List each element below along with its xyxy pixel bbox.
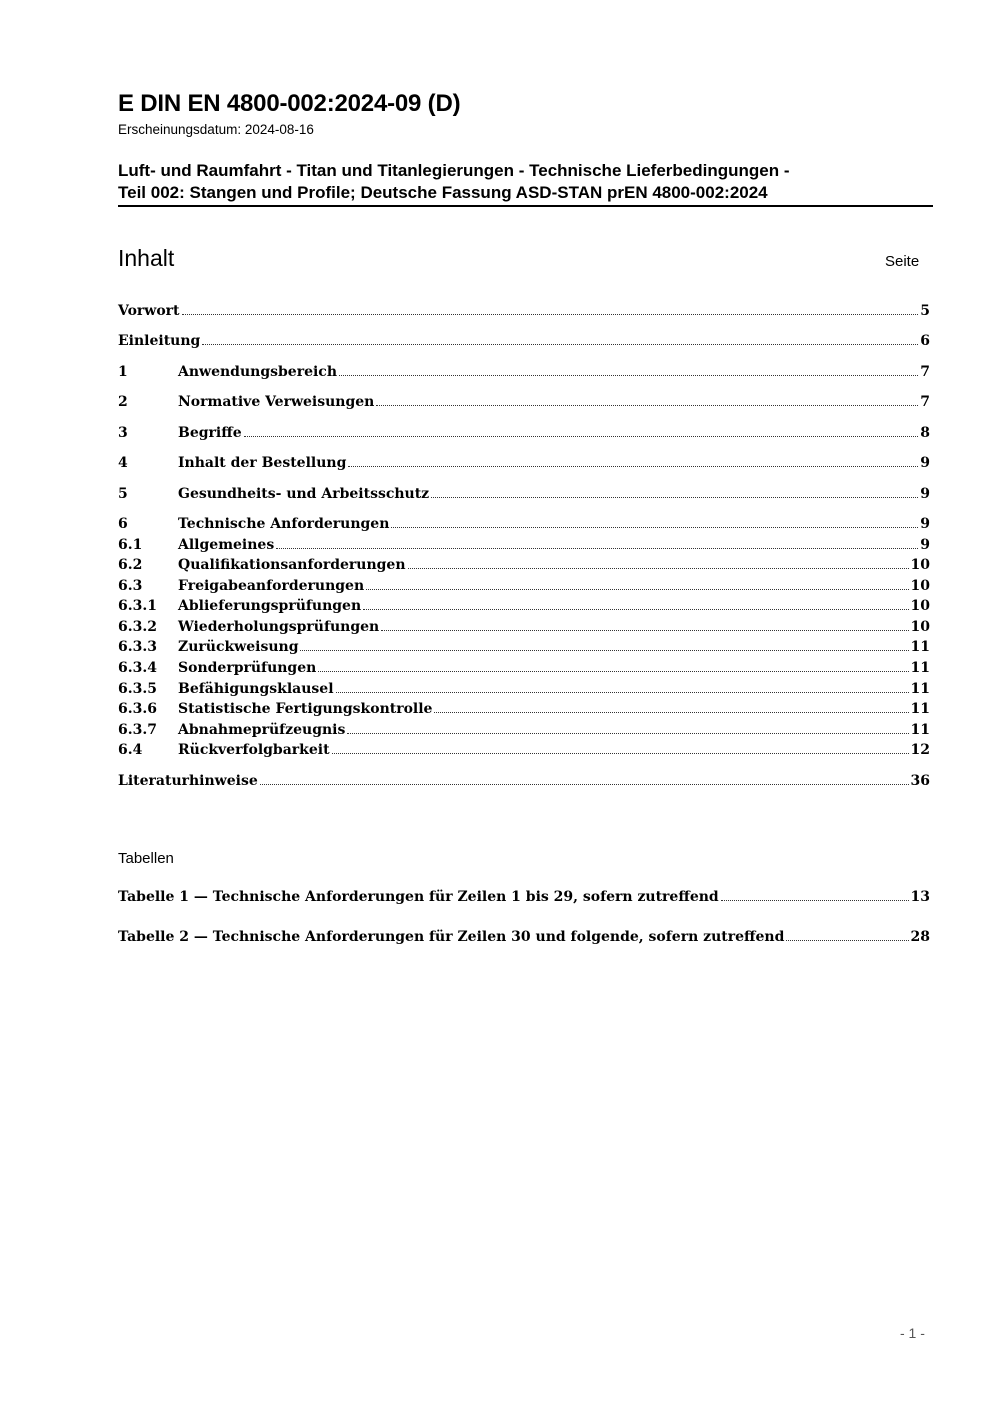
table-list-entry-1[interactable] <box>118 889 930 909</box>
toc-leader-dots <box>318 660 908 672</box>
toc-entry-number: 6 <box>118 516 128 532</box>
toc-entry-number: 6.3.6 <box>118 701 157 717</box>
toc-leader-dots <box>434 701 908 713</box>
toc-entry-6-3[interactable] <box>118 578 930 598</box>
toc-entry-page: 9 <box>920 455 930 471</box>
toc-leader-dots <box>260 773 909 785</box>
toc-entry-page: 11 <box>910 701 930 717</box>
document-title-line-2: Teil 002: Stangen und Profile; Deutsche Fassung ASD-STAN prEN 4800-002:2024 <box>118 183 768 202</box>
toc-entry-page: 10 <box>910 619 930 635</box>
toc-entry-title: Allgemeines <box>178 537 275 553</box>
toc-entry-title: Begriffe <box>178 425 242 441</box>
toc-entry-number: 6.3.5 <box>118 681 157 697</box>
toc-entry-title: Gesundheits- und Arbeitsschutz <box>178 486 430 502</box>
toc-leader-dots <box>391 516 918 528</box>
toc-entry-page: 8 <box>920 425 930 441</box>
table-list-entry-2[interactable] <box>118 929 930 949</box>
toc-entry-page: 5 <box>920 303 930 319</box>
toc-heading: Inhalt <box>118 245 175 271</box>
toc-entry-title: Einleitung <box>118 333 201 349</box>
toc-entry-title: Normative Verweisungen <box>178 394 375 410</box>
toc-entry-number: 6.3.2 <box>118 619 157 635</box>
tables-heading: Tabellen <box>118 850 174 867</box>
toc-entry-title: Rückverfolgbarkeit <box>178 742 330 758</box>
toc-entry-page: 6 <box>920 333 930 349</box>
toc-entry-6-3-2[interactable] <box>118 619 930 639</box>
toc-entry-6-3-1[interactable] <box>118 598 930 618</box>
table-entry-page: 28 <box>910 929 930 945</box>
toc-entry-title: Wiederholungsprüfungen <box>178 619 380 635</box>
toc-entry-page: 10 <box>910 598 930 614</box>
toc-entry-title: Qualifikationsanforderungen <box>178 557 406 573</box>
toc-entry-number: 3 <box>118 425 128 441</box>
toc-leader-dots <box>376 394 918 406</box>
toc-leader-dots <box>336 681 909 693</box>
toc-entry-title: Zurückweisung <box>178 639 299 655</box>
toc-leader-dots <box>408 557 909 569</box>
toc-leader-dots <box>431 486 918 498</box>
toc-entry-title: Freigabeanforderungen <box>178 578 365 594</box>
toc-entry-number: 6.4 <box>118 742 143 758</box>
document-id: E DIN EN 4800-002:2024-09 (D) <box>118 90 461 117</box>
toc-entry-title: Anwendungsbereich <box>178 364 337 380</box>
toc-leader-dots <box>339 364 918 376</box>
toc-entry-page: 36 <box>910 773 930 789</box>
toc-entry-number: 4 <box>118 455 128 471</box>
toc-entry-number: 5 <box>118 486 128 502</box>
toc-entry-page: 12 <box>910 742 930 758</box>
toc-entry-page: 11 <box>910 681 930 697</box>
toc-leader-dots <box>348 455 918 467</box>
toc-entry-einleitung[interactable] <box>118 333 930 353</box>
toc-entry-number: 6.3.4 <box>118 660 157 676</box>
toc-entry-page: 11 <box>910 660 930 676</box>
toc-entry-title: Inhalt der Bestellung <box>178 455 347 471</box>
toc-entry-number: 6.1 <box>118 537 143 553</box>
toc-entry-2[interactable] <box>118 394 930 414</box>
toc-entry-page: 10 <box>910 578 930 594</box>
toc-entry-title: Befähigungsklausel <box>178 681 334 697</box>
toc-entry-number: 6.2 <box>118 557 143 573</box>
toc-entry-6[interactable] <box>118 516 930 536</box>
table-entry-page: 13 <box>910 889 930 905</box>
toc-leader-dots <box>182 303 919 315</box>
publication-date: Erscheinungsdatum: 2024-08-16 <box>118 122 314 137</box>
document-title <box>118 160 933 207</box>
toc-leader-dots <box>363 598 908 610</box>
toc-entry-number: 6.3 <box>118 578 143 594</box>
toc-entry-title: Literaturhinweise <box>118 773 258 789</box>
toc-entry-title: Sonderprüfungen <box>178 660 317 676</box>
toc-leader-dots <box>366 578 908 590</box>
toc-entry-6-3-4[interactable] <box>118 660 930 680</box>
toc-entry-page: 9 <box>920 486 930 502</box>
toc-leader-dots <box>347 722 908 734</box>
toc-entry-title: Ablieferungsprüfungen <box>178 598 362 614</box>
toc-entry-page: 9 <box>920 516 930 532</box>
toc-entry-literaturhinweise[interactable] <box>118 773 930 793</box>
toc-leader-dots <box>276 537 918 549</box>
toc-entry-6-3-6[interactable] <box>118 701 930 721</box>
toc-entry-page: 9 <box>920 537 930 553</box>
toc-entry-title: Statistische Fertigungskontrolle <box>178 701 433 717</box>
toc-entry-1[interactable] <box>118 364 930 384</box>
toc-leader-dots <box>721 889 909 901</box>
toc-entry-page: 11 <box>910 639 930 655</box>
toc-entry-6-3-5[interactable] <box>118 681 930 701</box>
toc-entry-6-4[interactable] <box>118 742 930 762</box>
table-entry-title: Tabelle 1 — Technische Anforderungen für Zeilen 1 bis 29, sofern zutreffend <box>118 889 719 905</box>
toc-entry-6-3-3[interactable] <box>118 639 930 659</box>
toc-entry-vorwort[interactable] <box>118 303 930 323</box>
toc-leader-dots <box>300 639 908 651</box>
toc-leader-dots <box>332 742 909 754</box>
toc-entry-5[interactable] <box>118 486 930 506</box>
toc-entry-4[interactable] <box>118 455 930 475</box>
toc-entry-title: Abnahmeprüfzeugnis <box>178 722 346 738</box>
toc-entry-6-1[interactable] <box>118 537 930 557</box>
toc-entry-page: 10 <box>910 557 930 573</box>
toc-entry-number: 1 <box>118 364 128 380</box>
toc-entry-page: 7 <box>920 364 930 380</box>
toc-leader-dots <box>202 333 918 345</box>
toc-entry-6-3-7[interactable] <box>118 722 930 742</box>
toc-page-column-label: Seite <box>885 253 920 270</box>
toc-leader-dots <box>244 425 919 437</box>
table-entry-title: Tabelle 2 — Technische Anforderungen für Zeilen 30 und folgende, sofern zutreffend <box>118 929 785 945</box>
page-number: - 1 - <box>900 1325 925 1341</box>
toc-entry-title: Technische Anforderungen <box>178 516 390 532</box>
toc-entry-3[interactable] <box>118 425 930 445</box>
toc-leader-dots <box>786 929 908 941</box>
toc-leader-dots <box>381 619 908 631</box>
toc-entry-6-2[interactable] <box>118 557 930 577</box>
toc-entry-number: 6.3.3 <box>118 639 157 655</box>
toc-entry-page: 11 <box>910 722 930 738</box>
toc-entry-title: Vorwort <box>118 303 180 319</box>
toc-entry-number: 6.3.7 <box>118 722 157 738</box>
document-title-line-1: Luft- und Raumfahrt - Titan und Titanlegierungen - Technische Lieferbedingungen - <box>118 161 790 180</box>
toc-entry-number: 6.3.1 <box>118 598 157 614</box>
toc-entry-page: 7 <box>920 394 930 410</box>
toc-entry-number: 2 <box>118 394 128 410</box>
